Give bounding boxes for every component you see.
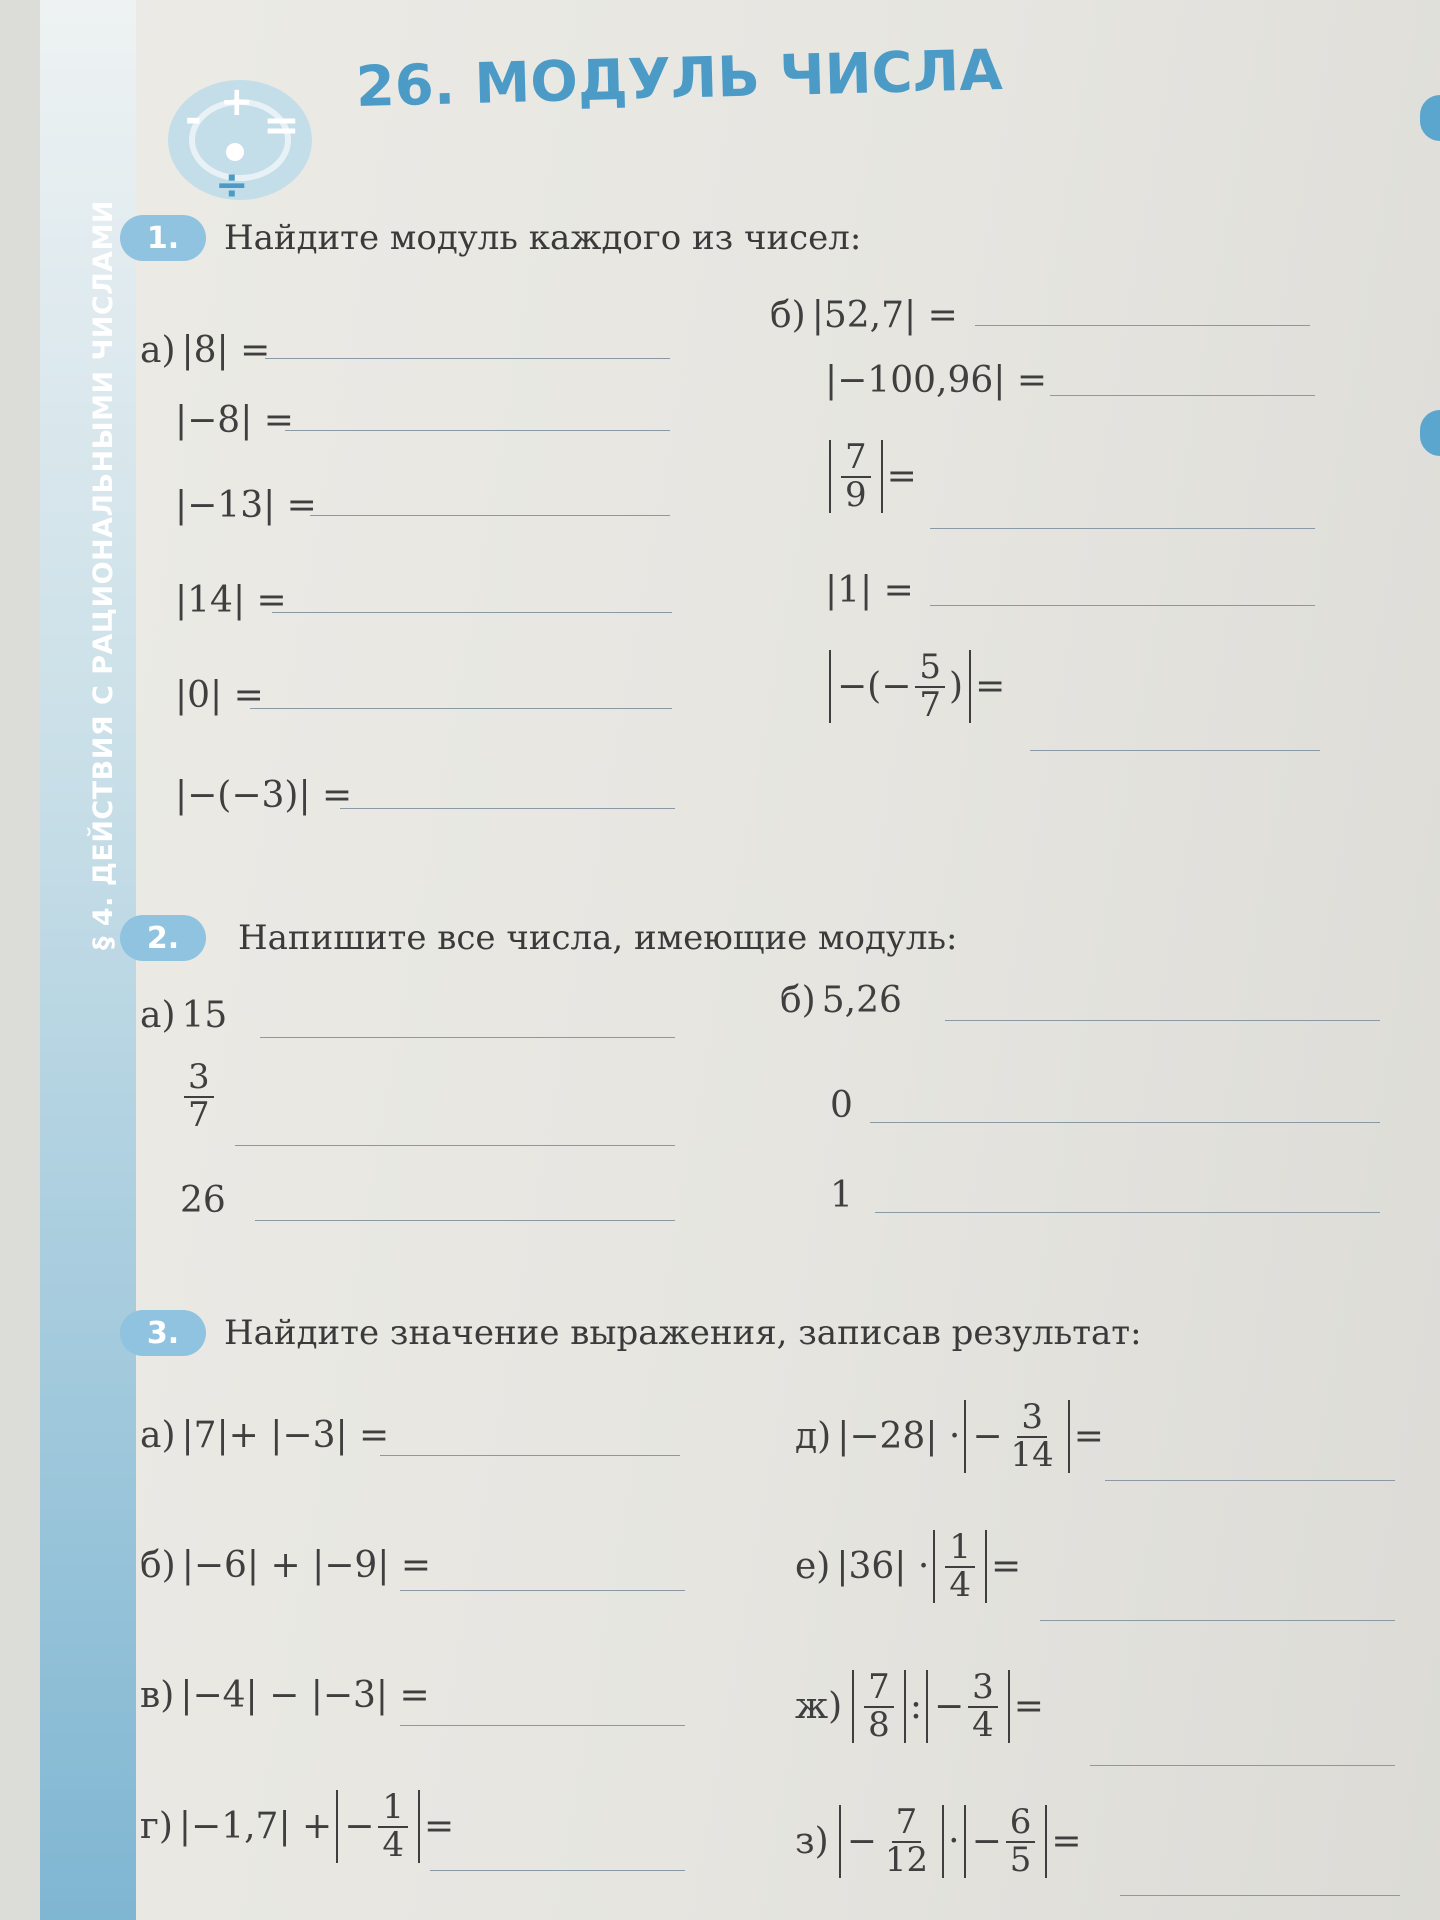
svg-text:+: + [220,79,254,125]
absolute-value-bars [933,1527,987,1605]
operator: · [948,1821,960,1863]
task-3-d: д) |−28| · − $\frac{3}{14}$ = [795,1397,1104,1475]
task-2-a-item-2 [180,1057,218,1135]
task-3-heading [120,1310,1142,1356]
item-letter: ж) [795,1686,843,1728]
fraction: $\frac{3}{7}$ [184,1060,214,1133]
equals-sign: = [975,666,1006,708]
task-2-heading [120,915,957,961]
task-3-a [140,1415,389,1456]
page-title: 26. МОДУЛЬ ЧИСЛА [355,38,1004,120]
equals-sign: = [886,456,917,498]
task-1-a-item-6 [175,775,352,816]
item-letter: д) [795,1416,832,1458]
workbook-page [40,0,1440,1920]
number-value: 5,26 [821,980,902,1021]
answer-line[interactable] [255,1220,675,1221]
fraction: $\frac{1}{4}$ [378,1790,408,1863]
fraction: $\frac{3}{14}$ [1010,1397,1054,1475]
absolute-value-bars: − $\frac{3}{14}$ [964,1400,1069,1473]
answer-line[interactable] [340,808,675,809]
answer-line[interactable] [1090,1765,1395,1766]
operator: : [909,1686,922,1728]
answer-line[interactable] [1030,750,1320,751]
expression: |0| = [175,675,264,716]
task-2-a-item-1 [140,995,227,1036]
task-2-b-item-2 [830,1085,853,1126]
answer-line[interactable] [380,1455,680,1456]
task-3-z [795,1802,1082,1880]
task-title: Найдите значение выражения, записав результат: [224,1313,1142,1353]
task-title: Напишите все числа, имеющие модуль: [238,918,958,958]
task-number-badge: 1. [120,215,206,261]
item-letter: б) [770,295,806,336]
absolute-value-bars: −(− $\frac{5}{7}$ ) [829,650,971,723]
task-2-b-item-1 [780,980,902,1021]
equals-sign: = [424,1806,455,1848]
svg-text:-: - [185,96,202,142]
answer-line[interactable] [975,325,1310,326]
expression: |−4| − |−3| = [180,1675,430,1716]
answer-line[interactable] [400,1590,685,1591]
equals-sign: = [990,1546,1022,1588]
equals-sign: = [1051,1821,1082,1863]
item-letter: а) [140,1415,176,1456]
answer-line[interactable] [1040,1620,1395,1621]
answer-line[interactable] [400,1725,685,1726]
item-letter: г) [140,1806,173,1848]
item-letter: а) [140,330,176,371]
answer-line[interactable] [430,1870,685,1871]
equals-sign: = [1073,1416,1104,1458]
task-1-b-item-2 [825,360,1047,401]
task-number-badge: 3. [120,1310,206,1356]
expression: |52,7| = [811,295,958,336]
answer-line[interactable] [930,605,1315,606]
absolute-value-bars [852,1667,906,1745]
task-3-b [140,1545,431,1586]
task-1-a-item-3 [175,485,317,526]
answer-line[interactable] [235,1145,675,1146]
item-letter: в) [140,1675,175,1716]
expression: |−100,96| = [825,360,1047,401]
page-tab-marker [1420,95,1440,141]
fraction: $\frac{7}{8}$ [864,1670,894,1743]
answer-line[interactable] [265,358,670,359]
expression: |14| = [175,580,287,621]
answer-line[interactable] [1105,1480,1395,1481]
section-label: § 4. ДЕЙСТВИЯ С РАЦИОНАЛЬНЫМИ ЧИСЛАМИ [88,200,119,950]
task-1-b-item-5 [825,647,1006,725]
task-3-e: е) |36| · $\frac{1}{4}$ = [795,1527,1022,1605]
fraction: $\frac{7}{9}$ [841,440,871,513]
expression: |−6| + |−9| = [181,1545,432,1586]
task-1-a-item-4 [175,580,287,621]
answer-line[interactable] [285,430,670,431]
answer-line[interactable] [1050,395,1315,396]
absolute-value-bars: − $\frac{3}{4}$ [926,1670,1010,1743]
math-operations-icon [165,70,355,210]
task-1-a-item-1 [140,330,270,371]
task-title: Найдите модуль каждого из чисел: [224,218,862,258]
answer-line[interactable] [945,1020,1380,1021]
page-tab-marker [1420,410,1440,456]
task-1-b-item-1 [770,295,958,336]
absolute-value-bars [829,437,883,515]
fraction: $\frac{7}{12}$ [884,1802,929,1880]
number-value: 0 [830,1085,853,1126]
item-letter: а) [140,995,176,1036]
svg-text:÷: ÷ [215,162,249,208]
task-2-b-item-3 [830,1175,853,1216]
task-1-b-item-4 [825,570,914,611]
answer-line[interactable] [260,1037,675,1038]
task-1-a-item-5 [175,675,264,716]
expression: |1| = [825,570,914,611]
absolute-value-bars: − $\frac{6}{5}$ [964,1805,1048,1878]
item-letter: б) [780,980,816,1021]
task-1-heading [120,215,861,261]
item-letter: б) [140,1545,176,1586]
answer-line[interactable] [870,1122,1380,1123]
number-value: 1 [830,1175,853,1216]
absolute-value-bars: − $\frac{1}{4}$ [336,1790,420,1863]
expression: |8| = [181,330,271,371]
expression: |7|+ |−3| = [181,1415,390,1456]
number-value: 26 [180,1180,226,1221]
task-number-badge: 2. [120,915,206,961]
svg-text:=: = [263,100,300,151]
expression: |−(−3)| = [175,775,353,816]
task-1-b-item-3 [825,437,917,515]
task-3-zh [795,1667,1044,1745]
fraction: $\frac{1}{4}$ [945,1530,975,1603]
equals-sign: = [1013,1686,1044,1728]
task-2-a-item-3 [180,1180,226,1221]
item-letter: е) [795,1546,831,1588]
answer-line[interactable] [875,1212,1380,1213]
answer-line[interactable] [272,612,672,613]
number-value: 15 [181,995,228,1036]
absolute-value-bars: − $\frac{7}{12}$ [839,1805,944,1878]
expression: |−8| = [175,400,294,441]
fraction: $\frac{6}{5}$ [1006,1805,1036,1878]
task-1-a-item-2 [175,400,294,441]
answer-line[interactable] [1120,1895,1400,1896]
answer-line[interactable] [310,515,670,516]
fraction: $\frac{5}{7}$ [915,650,945,723]
task-3-v [140,1675,430,1716]
fraction: $\frac{3}{4}$ [968,1670,998,1743]
answer-line[interactable] [250,708,672,709]
expression: |−13| = [175,485,317,526]
answer-line[interactable] [930,528,1315,529]
task-3-g: г) |−1,7| + − $\frac{1}{4}$ = [140,1787,455,1865]
item-letter: з) [795,1821,829,1863]
